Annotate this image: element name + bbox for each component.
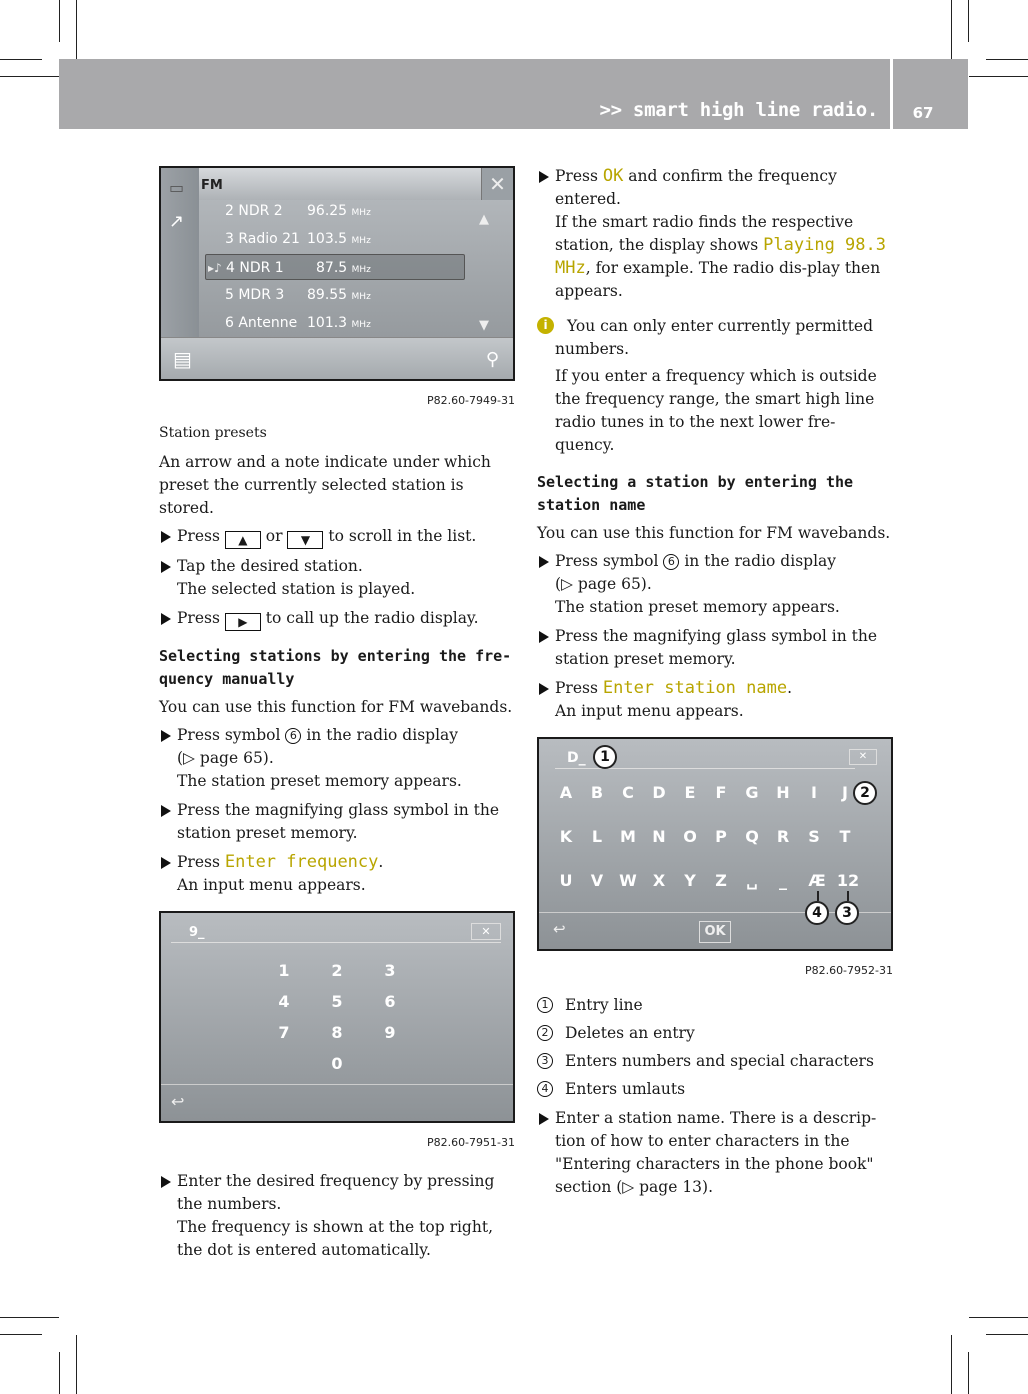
step-text: in the radio display <box>684 552 837 570</box>
key-letter[interactable]: B <box>590 783 604 802</box>
key-umlaut[interactable]: Æ <box>808 871 826 890</box>
step-text: . <box>787 679 793 697</box>
section-heading: Selecting a station by entering the station name <box>537 473 854 514</box>
step-text: to scroll in the list. <box>328 527 477 545</box>
callout-3: 3 <box>835 901 859 925</box>
legend-number: 4 <box>537 1081 553 1097</box>
screen-bottombar <box>161 337 513 379</box>
step-result: The frequency is shown at the top right, the dot is entered automatically. <box>177 1218 493 1259</box>
callout-1: 1 <box>593 745 617 769</box>
callout-2: 2 <box>853 781 877 805</box>
band-label: FM <box>201 178 223 193</box>
info-note <box>537 315 893 361</box>
image-code: P82.60-7949-31 <box>426 394 515 407</box>
crop-mark <box>968 0 969 42</box>
image-code: P82.60-7952-31 <box>804 964 893 977</box>
key-6[interactable]: 6 <box>384 992 396 1011</box>
station-freq: 89.55 <box>307 287 348 303</box>
key-letter[interactable]: S <box>808 827 820 846</box>
legend-text: Entry line <box>565 996 643 1014</box>
key-letter[interactable]: T <box>839 827 851 846</box>
page-reference: (▷ page 65). <box>555 575 652 593</box>
station-name: 5 MDR 3 <box>225 287 285 303</box>
leader-line <box>847 891 849 901</box>
key-0[interactable]: 0 <box>331 1054 343 1073</box>
crop-mark <box>59 1352 60 1394</box>
key-letter[interactable]: E <box>684 783 696 802</box>
instruction-step <box>159 607 515 631</box>
key-letter[interactable]: Q <box>745 827 759 846</box>
menu-item-name: Enter frequency <box>224 852 379 872</box>
legend-item <box>537 1050 893 1073</box>
station-name-input-screen <box>537 737 893 951</box>
key-1[interactable]: 1 <box>278 961 290 980</box>
scroll-down-icon[interactable]: ▼ <box>479 318 489 333</box>
station-unit: MHz <box>351 208 371 218</box>
page-reference: (▷ page 65). <box>177 749 274 767</box>
step-text: Press the magnifying glass symbol in the station preset memory. <box>555 627 877 668</box>
station-freq: 87.5 <box>316 260 348 276</box>
up-key-icon: ▲ <box>225 531 261 549</box>
key-letter[interactable]: M <box>620 827 636 846</box>
key-letter[interactable]: J <box>842 783 848 802</box>
display-message: Playing 98.3 MHz <box>555 235 886 278</box>
left-column <box>159 160 515 1268</box>
section-heading: Selecting stations by entering the fre-quency manually <box>159 647 512 688</box>
key-letter[interactable]: H <box>776 783 790 802</box>
station-name: 3 Radio 21 <box>225 231 300 247</box>
step-text: Press the magnifying glass symbol in the station preset memory. <box>177 801 499 842</box>
crop-mark <box>76 1335 77 1394</box>
crop-mark <box>59 0 60 42</box>
station-unit: MHz <box>351 320 371 330</box>
station-name: 2 NDR 2 <box>225 203 283 219</box>
key-letter[interactable]: I <box>811 783 817 802</box>
station-unit: MHz <box>351 236 371 246</box>
key-letter[interactable]: U <box>559 871 573 890</box>
instruction-step <box>159 1170 515 1262</box>
station-freq: 101.3 <box>307 315 348 331</box>
legend-number: 3 <box>537 1053 553 1069</box>
step-result: , for example. The radio dis-play then appears. <box>555 259 881 300</box>
legend-text: Enters numbers and special characters <box>565 1052 874 1070</box>
instruction-step <box>159 724 515 793</box>
instruction-step <box>537 677 893 723</box>
crop-mark <box>0 1334 42 1335</box>
page-header-title: >> smart high line radio. <box>599 99 878 121</box>
frequency-input-screen <box>159 911 515 1123</box>
step-text: Enter a station name. There is a descrip-tion of how to enter characters in the "Entering characters in the phone book" section (▷ page 13). <box>555 1109 877 1196</box>
step-text: . <box>378 853 384 871</box>
instruction-step <box>159 799 515 845</box>
station-freq: 103.5 <box>307 231 348 247</box>
info-icon: i <box>537 317 554 334</box>
crop-mark <box>968 1352 969 1394</box>
instruction-step <box>159 555 515 601</box>
key-space[interactable]: ␣ <box>746 871 758 890</box>
right-key-icon: ▶ <box>225 613 261 631</box>
key-letter[interactable]: P <box>715 827 727 846</box>
key-letter[interactable]: W <box>619 871 637 890</box>
station-row[interactable] <box>225 282 465 308</box>
step-text: Press <box>177 609 220 627</box>
station-unit: MHz <box>351 265 371 275</box>
crop-mark <box>0 59 42 60</box>
key-3[interactable]: 3 <box>384 961 396 980</box>
figure-caption: Station presets <box>159 425 267 441</box>
key-letter[interactable]: R <box>776 827 790 846</box>
key-9[interactable]: 9 <box>384 1023 396 1042</box>
image-code: P82.60-7951-31 <box>426 1136 515 1149</box>
key-5[interactable]: 5 <box>331 992 343 1011</box>
menu-item-name: OK <box>602 166 624 186</box>
station-presets-screen <box>159 166 515 381</box>
arrow-return-icon: ↗ <box>169 211 185 232</box>
ok-button[interactable]: OK <box>699 921 731 943</box>
key-letter[interactable]: N <box>652 827 666 846</box>
key-letter[interactable]: G <box>745 783 759 802</box>
key-letter[interactable]: A <box>559 783 573 802</box>
crop-mark <box>969 76 1028 77</box>
station-name: 6 Antenne <box>225 315 298 331</box>
station-freq: 96.25 <box>307 203 348 219</box>
legend-item <box>537 1078 893 1101</box>
legend <box>537 994 893 1101</box>
back-icon[interactable]: ↩ <box>553 920 566 938</box>
instruction-step <box>537 165 893 303</box>
crop-mark <box>986 59 1028 60</box>
step-text: Enter the desired frequency by pressing the numbers. <box>177 1172 495 1213</box>
symbol-number: 6 <box>285 728 301 744</box>
key-letter[interactable]: F <box>715 783 727 802</box>
station-row[interactable] <box>225 226 465 252</box>
step-result: An input menu appears. <box>555 702 744 720</box>
crop-mark <box>76 0 77 59</box>
legend-number: 1 <box>537 997 553 1013</box>
back-icon[interactable]: ↩ <box>171 1092 185 1111</box>
station-unit: MHz <box>351 292 371 302</box>
step-text: and confirm the frequency entered. <box>555 167 837 208</box>
note-arrow-icon: ▸♪ <box>208 261 222 275</box>
step-text: Press <box>555 679 598 697</box>
key-letter[interactable]: L <box>591 827 603 846</box>
step-result: The station preset memory appears. <box>177 772 462 790</box>
step-text: Press symbol <box>555 552 659 570</box>
key-letter[interactable]: D <box>652 783 666 802</box>
step-text: or <box>265 527 283 545</box>
callout-4: 4 <box>805 901 829 925</box>
step-result: If the smart radio finds the respective station, the display shows <box>555 213 854 254</box>
right-column <box>537 160 893 1205</box>
crop-mark <box>0 1317 59 1318</box>
legend-text: Deletes an entry <box>565 1024 695 1042</box>
step-text: in the radio display <box>306 726 459 744</box>
key-letter[interactable]: Z <box>715 871 727 890</box>
step-text: Press <box>177 853 220 871</box>
radio-icon: ▭ <box>169 178 185 197</box>
info-text: If you enter a frequency which is outside the frequency range, the smart high line radio tunes in to the next lower fre-quency. <box>555 367 877 454</box>
legend-text: Enters umlauts <box>565 1080 686 1098</box>
key-letter[interactable]: V <box>590 871 604 890</box>
crop-mark <box>986 1334 1028 1335</box>
close-icon[interactable]: ✕ <box>481 168 513 200</box>
key-numbers[interactable]: 12 <box>836 871 860 890</box>
legend-item <box>537 1022 893 1045</box>
crop-mark <box>951 1335 952 1394</box>
key-letter[interactable]: C <box>622 783 634 802</box>
crop-mark <box>969 1317 1028 1318</box>
legend-item <box>537 994 893 1017</box>
key-letter[interactable]: O <box>683 827 697 846</box>
symbol-number: 6 <box>663 554 679 570</box>
key-letter[interactable]: X <box>652 871 666 890</box>
station-row-selected[interactable] <box>205 254 465 280</box>
edit-list-icon[interactable]: ▤ <box>173 347 192 371</box>
divider <box>161 1084 513 1085</box>
step-text: Press <box>555 167 598 185</box>
entry-line: D_ <box>555 747 855 769</box>
delete-icon[interactable]: ✕ <box>471 923 501 940</box>
crop-mark <box>951 0 952 59</box>
step-result: The selected station is played. <box>177 580 416 598</box>
leader-line <box>817 891 819 901</box>
magnifier-icon[interactable]: ⚲ <box>485 349 499 370</box>
paragraph: An arrow and a note indicate under which preset the currently selected station is stored. <box>159 453 491 517</box>
instruction-step <box>537 625 893 671</box>
step-result: An input menu appears. <box>177 876 366 894</box>
key-7[interactable]: 7 <box>278 1023 290 1042</box>
step-text: to call up the radio display. <box>265 609 479 627</box>
key-4[interactable]: 4 <box>278 992 290 1011</box>
instruction-step <box>537 1107 893 1199</box>
crop-mark <box>0 76 59 77</box>
delete-icon[interactable]: ✕ <box>849 749 877 765</box>
instruction-step <box>159 851 515 897</box>
key-underscore[interactable]: _ <box>779 871 787 890</box>
step-text: Press symbol <box>177 726 281 744</box>
info-text: You can only enter currently permitted numbers. <box>555 317 874 358</box>
step-text: Press <box>177 527 220 545</box>
paragraph: You can use this function for FM wavebands. <box>159 698 513 716</box>
key-8[interactable]: 8 <box>331 1023 343 1042</box>
scroll-up-icon[interactable]: ▲ <box>479 212 489 227</box>
key-letter[interactable]: K <box>559 827 573 846</box>
paragraph: You can use this function for FM wavebands. <box>537 524 891 542</box>
legend-number: 2 <box>537 1025 553 1041</box>
step-text: Tap the desired station. <box>177 557 363 575</box>
key-letter[interactable]: Y <box>684 871 696 890</box>
station-row[interactable] <box>225 310 465 336</box>
page-number: 67 <box>912 104 934 122</box>
instruction-step <box>537 550 893 619</box>
down-key-icon: ▼ <box>287 531 323 549</box>
step-result: The station preset memory appears. <box>555 598 840 616</box>
station-row[interactable] <box>225 198 465 224</box>
instruction-step <box>159 525 515 549</box>
menu-item-name: Enter station name <box>602 678 788 698</box>
entry-line: 9_ <box>171 921 501 943</box>
station-name: 4 NDR 1 <box>226 260 284 276</box>
key-2[interactable]: 2 <box>331 961 343 980</box>
